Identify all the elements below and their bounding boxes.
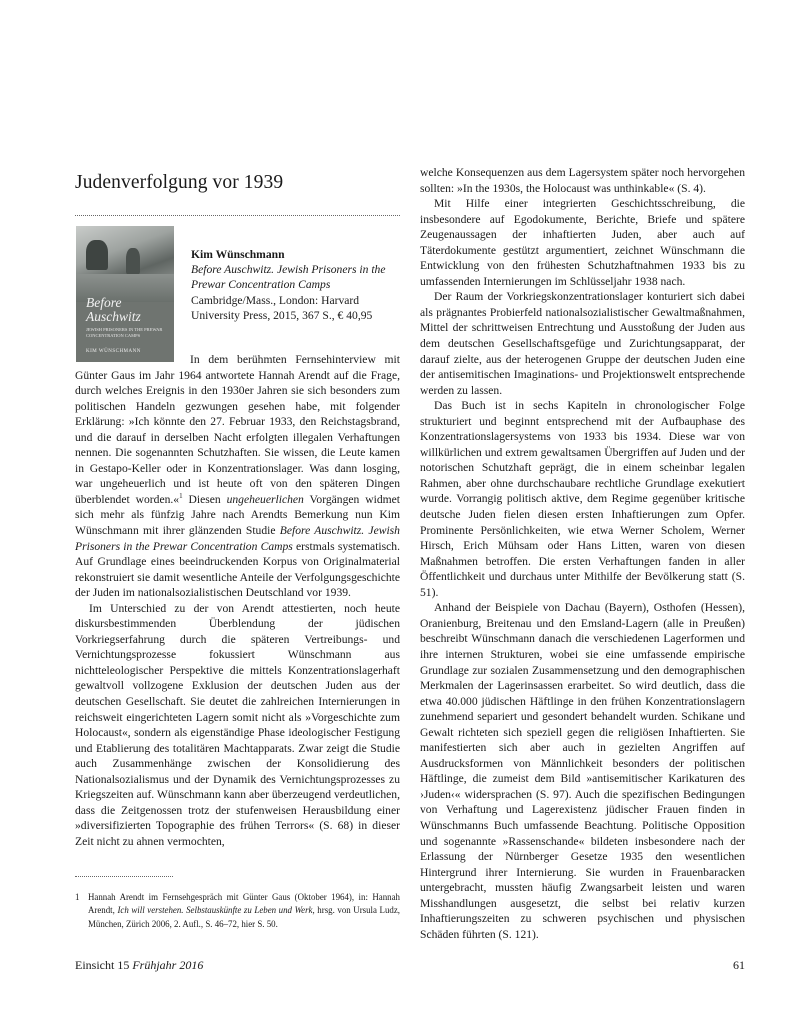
right-column	[420, 165, 745, 942]
section-divider	[75, 215, 400, 216]
section-title: Judenverfolgung vor 1939	[75, 172, 284, 193]
book-cover-author: KIM WÜNSCHMANN	[86, 349, 141, 354]
book-cover-title: Before Auschwitz	[86, 295, 141, 324]
body-paragraph: In dem berühmten Fernsehinterview mit Günter Gaus im Jahr 1964 antwortete Hannah Arendt auf die Frage, durch welches Ereignis in den 1930er Jahren sie sich besonders zum politischen Handeln gezwungen gesehen habe, mit folgender Erklärung: »Ich könnte den 27. Februar 1933, den Reichstagsbrand, und die darauf in derselben Nacht erfolgten illegalen Verhaftungen nennen. Die sogenannten Schutzhaften. Sie wissen, die Leute kamen in Gestapo-Keller oder in Konzentrationslager. Was dann losging, war ungeheuerlich und ist heute oft von den späteren Dingen überblendet worden.«$^1$ Diesen ungeheuerlichen Vorgängen widmet sich mehr als fünfzig Jahre nach Arendts Bemerkung nun Kim Wünschmann mit ihrer glänzenden Studie Before Auschwitz. Jewish Prisoners in the Prewar Concentration Camps erstmals systematisch. Auf Grundlage eines beeindruckenden Korpus von Originalmaterial rekonstruiert sie damit wesentliche Anteile der Verfolgungsgeschichte der Juden im nationalsozialistischen Deutschland vor 1939.	[75, 353, 400, 600]
footnote-number: 1	[75, 892, 80, 902]
page-footer	[75, 958, 745, 973]
body-paragraph: welche Konsequenzen aus dem Lagersystem später noch hervorgehen sollten: »In the 1930s, the Holocaust was unthinkable« (S. 4).	[420, 166, 745, 195]
body-paragraph: Anhand der Beispiele von Dachau (Bayern), Osthofen (Hessen), Oranienburg, Breitenau und den Emsland-Lagern (alle in Preußen) beschreibt Wünschmann danach die verschiedenen Lagerformen und ihre internen Strukturen, wobei sie eine umfassende empirische Grundlage zur sozialen Zusammensetzung und den demographischen Merkmalen der Lagerinsassen erarbeitet. So wird deutlich, dass die etwa 40.000 jüdischen Häftlinge in den frühen Konzentrationslagern zunehmend separiert und gesondert behandelt wurden. Schikane und Gewalt richteten sich speziell gegen die religiösen Inhaftierten. Sie manifestierten sich aber auch in gezielten Angriffen auf Ausdrucksformen von Männlichkeit besonders der politischen Häftlinge, die zumeist dem Bild »antisemitischer Karikaturen des ›Juden‹« widersprachen (S. 97). Auch die spezifischen Bedingungen von Verhaftung und Lagerexistenz jüdischer Frauen finden in Wünschmanns Buch umfassende Beachtung. Politische Opposition und sogenannte »Rassenschande« bildeten insbesondere nach der Erlassung der Nürnberger Gesetze 1935 den wesentlichen Hintergrund ihrer Internierung. Sie wurden in Frauenbaracken untergebracht, mussten häufig Zwangsarbeit leisten und waren Misshandlungen ausgesetzt, die selbst bei relativ kurzen Inhaftierungszeiten zu schweren psychischen und physischen Schäden führten (S. 121).	[420, 601, 745, 941]
page-number: 61	[733, 958, 745, 972]
book-title: Before Auschwitz. Jewish Prisoners in the Prewar Concentration Camps	[191, 263, 386, 292]
footnote-ref: 1	[179, 492, 183, 501]
book-cover-image	[76, 226, 174, 362]
body-paragraph: Mit Hilfe einer integrierten Geschichtsschreibung, die insbesondere auf Egodokumente, Berichte, Briefe und spätere Zeugenaussagen der inhaftierten Juden, aber auch auf Täterdokumente gestützt argumentiert, zeichnet Wünschmann die Entwicklung von den frühesten Schutzhaftnahmen 1933 bis zu umfassenden Internierungen im Schlüsseljahr 1938 nach.	[420, 197, 745, 288]
body-paragraph: Das Buch ist in sechs Kapiteln in chronologischer Folge strukturiert und beginnt entsprechend mit der Aufbauphase des Konzentrationslagersystems von 1933 bis 1934. Diese war von willkürlichen und extrem gewaltsamen Übergriffen auf Juden und der notorischen Schutzhaft geprägt, die in einem scheinbar legalen Rahmen, aber ohne durchschaubare rechtliche Grundlage exekutiert wurde. Vorrangig politisch aktive, dem Regime gegenüber kritische deutsche Juden fielen diesen ersten Inhaftierungen zum Opfer. Prominente Persönlichkeiten, wie etwa Werner Scholem, Werner Hirsch, Erich Mühsam oder Hans Litten, waren von diesen Maßnahmen betroffen. Die ersten Verhaftungen fanden in aller Öffentlichkeit und durchaus unter Mithilfe der Bevölkerung statt (S. 51).	[420, 399, 745, 599]
book-info	[191, 247, 406, 323]
book-cover-subtitle: JEWISH PRISONERS IN THE PREWAR CONCENTRATION CAMPS	[86, 327, 163, 338]
footnote	[75, 891, 400, 931]
journal-issue: Frühjahr 2016	[132, 958, 204, 972]
body-paragraph: Im Unterschied zu der von Arendt attestierten, noch heute diskursbestimmenden Überblendung der jüdischen Vorkriegserfahrung durch die späteren Vertreibungs- und Vernichtungsprozesse fokussiert Wünschmann aus nichtteleologischer Perspektive die mittels Konzentrationslagerhaft gewaltvoll vollzogene Exklusion der deutschen Juden aus der deutschen Gesellschaft. Sie deutet die zahlreichen Internierungen in reichsweit eingerichteten Lagern somit nicht als »Vorgeschichte zum Holocaust«, sondern als eigenständige Phase ideologischer Festigung und Etablierung des totalitären Machtapparats. Zwar zeigt die Studie auch Zusammenhänge zwischen der Konsolidierung des Nationalsozialismus und der Dynamik des Vernichtungsprozesses zu Kriegszeiten auf. Wünschmann kann aber überzeugend verdeutlichen, dass die Zeitgenossen trotz der stufenweisen Herausbildung einer »diversifizierten Topographie des frühen Terrors« (S. 68) in dieser Zeit nicht zu ahnen vermochten,	[75, 601, 400, 848]
body-paragraph: Der Raum der Vorkriegskonzentrationslager konturiert sich dabei als prägnantes Probierfeld nationalsozialistischer Gewaltmaßnahmen, Mittel der schrittweisen Entrechtung und Ausstoßung der Juden aus dem deutschen Gesellschaftsgefüge und Zurichtungsapparat, der darauf zielte, aus der heterogenen Gruppe der deutschen Juden eine der antisemitischen Imaginations- und Projektionswelt entsprechende werden zu lassen.	[420, 290, 745, 397]
left-column	[75, 352, 400, 850]
journal-name: Einsicht 15	[75, 958, 130, 972]
footnote-text: Hannah Arendt im Fernsehgespräch mit Günter Gaus (Oktober 1964), in: Hannah Arendt, Ich will verstehen. Selbstauskünfte zu Leben und Werk, hrsg. von Ursula Ludz, München, Zürich 2006, 2. Aufl., S. 46–72, hier S. 50.	[88, 892, 401, 929]
book-author: Kim Wünschmann	[191, 248, 285, 261]
footnote-divider	[75, 876, 173, 877]
book-publication: Cambridge/Mass., London: Harvard University Press, 2015, 367 S., € 40,95	[191, 293, 373, 322]
